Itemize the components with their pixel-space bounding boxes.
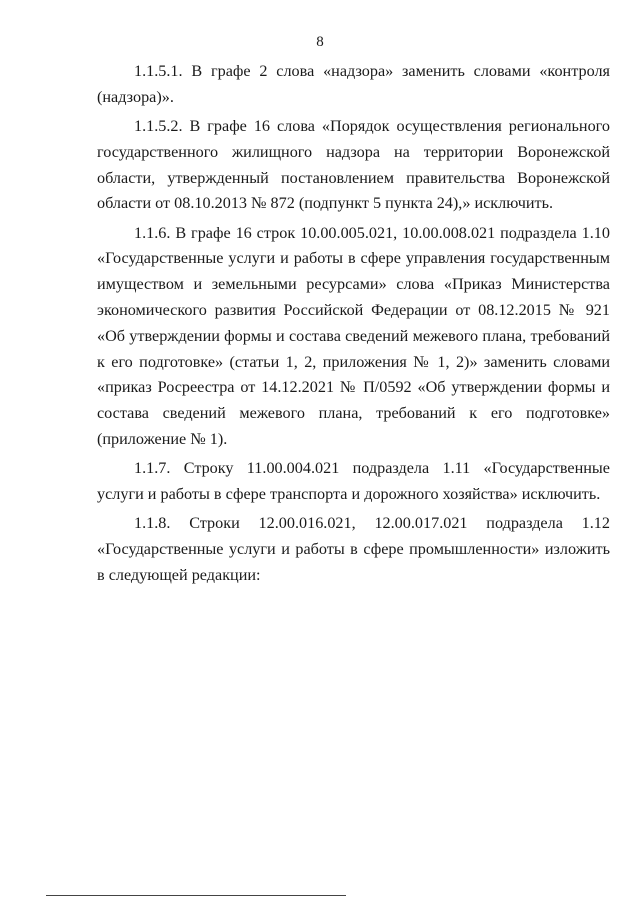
page-number: 8 bbox=[316, 34, 324, 50]
paragraph-1-1-7: 1.1.7. Строку 11.00.004.021 подраздела 1.11 «Государственные услуги и работы в сфере транспорта и дорожного хозяйства» исключить. bbox=[97, 459, 610, 503]
document-body bbox=[97, 59, 610, 592]
paragraph-1-1-5-1: 1.1.5.1. В графе 2 слова «надзора» заменить словами «контроля (надзора)». bbox=[97, 62, 610, 106]
footer-divider bbox=[46, 895, 346, 896]
paragraph-1-1-8-continuation: «Государственные услуги и работы в сфере промышленности» изложить в следующей редакции: bbox=[97, 539, 610, 584]
paragraph-1-1-8-first-line: 1.1.8. Строки 12.00.016.021, 12.00.017.021 подраздела 1.12 bbox=[134, 514, 610, 533]
paragraph-1-1-6: 1.1.6. В графе 16 строк 10.00.005.021, 10.00.008.021 подраздела 1.10 «Государственные услуги и работы в сфере управления государственным имуществом и земельными ресурсами» слова «Приказ Министерства экономического развития Российской Федерации от 08.12.2015 № 921 «Об утверждении формы и состава сведений межевого плана, требований к его подготовке» (статьи 1, 2, приложения № 1, 2)» заменить словами «приказ Росреестра от 14.12.2021 № П/0592 «Об утверждении формы и состава сведений межевого плана, требований к его подготовке» (приложение № 1). bbox=[97, 223, 610, 448]
paragraph-1-1-5-2: 1.1.5.2. В графе 16 слова «Порядок осуществления регионального государственного жилищного надзора на территории Воронежской области, утвержденный постановлением правительства Воронежской области от 08.10.2013 № 872 (подпункт 5 пункта 24),» исключить. bbox=[97, 116, 610, 213]
